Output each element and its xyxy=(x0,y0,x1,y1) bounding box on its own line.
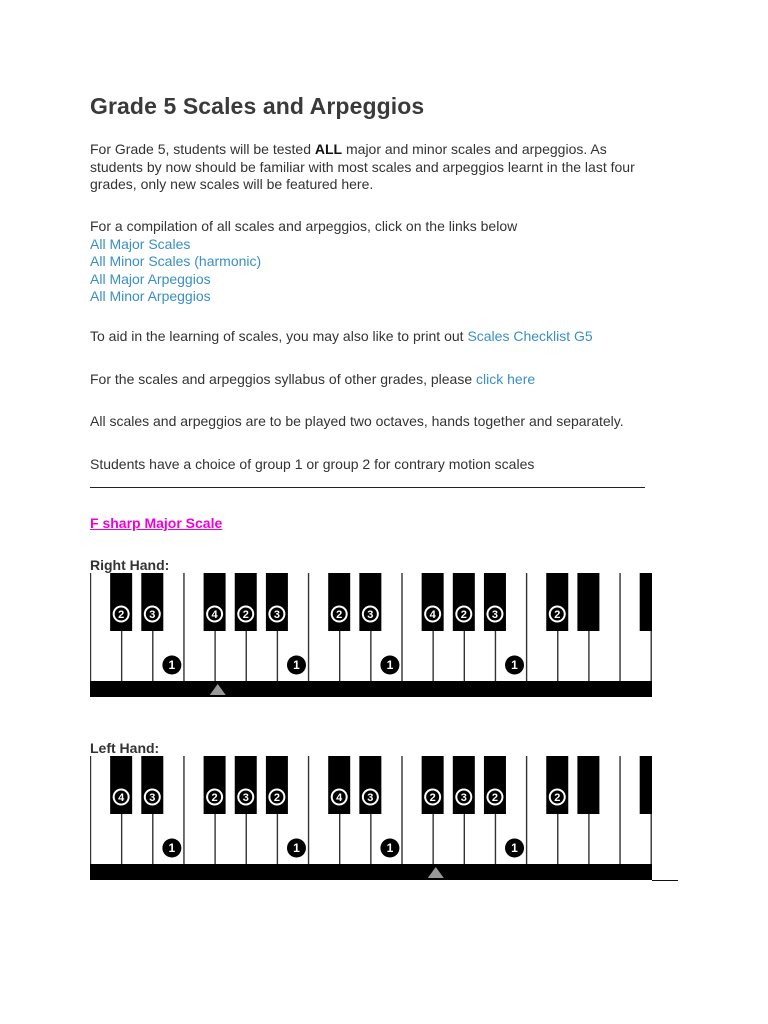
right-hand-finger-number xyxy=(486,606,503,623)
svg-text:2: 2 xyxy=(554,609,561,621)
octaves-paragraph: All scales and arpeggios are to be played two octaves, hands together and separately. xyxy=(90,413,624,429)
right-hand-thumb-finger-number xyxy=(162,656,181,675)
contrary-motion-paragraph: Students have a choice of group 1 or group 2 for contrary motion scales xyxy=(90,456,535,472)
left-hand-label: Left Hand: xyxy=(90,740,160,756)
compilation-paragraph xyxy=(90,218,517,306)
left-hand-finger-number xyxy=(331,789,348,806)
left-hand-thumb-finger-number xyxy=(287,839,306,858)
intro-text-1: For Grade 5, students will be tested xyxy=(90,141,315,157)
left-hand-finger-number xyxy=(144,789,161,806)
right-hand-finger-number xyxy=(144,606,161,623)
syllabus-paragraph xyxy=(90,371,535,389)
link-all-major-scales[interactable]: All Major Scales xyxy=(90,235,191,252)
intro-paragraph xyxy=(90,141,635,194)
link-click-here[interactable]: click here xyxy=(476,371,536,387)
left-hand-black-key xyxy=(577,756,599,814)
left-hand-finger-number xyxy=(206,789,223,806)
left-hand-finger-number xyxy=(237,789,254,806)
svg-text:2: 2 xyxy=(491,792,499,804)
svg-text:3: 3 xyxy=(367,792,374,804)
svg-text:2: 2 xyxy=(242,609,249,621)
intro-bold-all: ALL xyxy=(314,141,343,157)
right-hand-finger-number xyxy=(549,606,566,623)
right-hand-thumb-finger-number xyxy=(380,656,399,675)
svg-text:1: 1 xyxy=(386,841,394,855)
svg-text:1: 1 xyxy=(293,658,300,672)
right-hand-finger-number xyxy=(206,606,223,623)
svg-text:3: 3 xyxy=(149,792,156,804)
left-hand-finger-number xyxy=(486,789,503,806)
link-all-minor-arpeggios[interactable]: All Minor Arpeggios xyxy=(90,288,211,304)
svg-text:4: 4 xyxy=(118,792,125,804)
right-hand-thumb-finger-number xyxy=(287,656,306,675)
svg-text:3: 3 xyxy=(242,792,249,804)
intro-text-2: major and minor scales and arpeggios. As xyxy=(342,141,607,157)
svg-text:2: 2 xyxy=(211,792,218,804)
svg-text:1: 1 xyxy=(168,841,176,855)
syllabus-text: For the scales and arpeggios syllabus of other grades, please xyxy=(90,371,477,387)
svg-text:1: 1 xyxy=(168,658,176,672)
left-hand-thumb-finger-number xyxy=(162,839,181,858)
left-hand-finger-number xyxy=(268,789,285,806)
link-all-minor-scales[interactable]: All Minor Scales (harmonic) xyxy=(90,253,262,269)
right-hand-keyboard-base xyxy=(90,681,652,697)
left-hand-finger-number xyxy=(362,789,379,806)
link-scales-checklist[interactable]: Scales Checklist G5 xyxy=(467,328,593,344)
compilation-text: For a compilation of all scales and arpeggios, click on the links below xyxy=(90,218,518,234)
left-hand-finger-number xyxy=(549,789,566,806)
svg-text:2: 2 xyxy=(118,609,125,621)
intro-text-3: students by now should be familiar with most scales and arpeggios learnt in the last four xyxy=(90,158,635,175)
right-hand-finger-number xyxy=(268,606,285,623)
left-hand-keyboard xyxy=(90,756,652,882)
checklist-text: To aid in the learning of scales, you may also like to print out xyxy=(90,328,468,344)
svg-text:4: 4 xyxy=(429,609,436,621)
left-hand-black-key xyxy=(640,756,652,814)
right-hand-finger-number xyxy=(455,606,472,623)
right-hand-thumb-finger-number xyxy=(505,656,524,675)
svg-text:4: 4 xyxy=(211,609,218,621)
svg-text:3: 3 xyxy=(367,609,374,621)
svg-text:1: 1 xyxy=(511,841,518,855)
link-all-major-arpeggios[interactable]: All Major Arpeggios xyxy=(90,270,211,287)
left-hand-finger-number xyxy=(424,789,441,806)
trailing-line xyxy=(652,880,678,881)
svg-text:2: 2 xyxy=(429,792,436,804)
svg-text:1: 1 xyxy=(293,841,300,855)
svg-text:3: 3 xyxy=(460,792,467,804)
intro-text-4: grades, only new scales will be featured here. xyxy=(90,176,374,192)
right-hand-finger-number xyxy=(362,606,379,623)
left-hand-finger-number xyxy=(113,789,130,806)
left-hand-keyboard-base xyxy=(90,864,652,880)
left-hand-finger-number xyxy=(455,789,472,806)
right-hand-finger-number xyxy=(424,606,441,623)
right-hand-keyboard xyxy=(90,573,652,697)
right-hand-finger-number xyxy=(331,606,348,623)
page-title: Grade 5 Scales and Arpeggios xyxy=(90,93,425,119)
svg-text:2: 2 xyxy=(273,792,280,804)
checklist-paragraph xyxy=(90,328,593,346)
right-hand-finger-number xyxy=(113,606,130,623)
right-hand-finger-number xyxy=(237,606,254,623)
right-hand-label: Right Hand: xyxy=(90,557,170,573)
svg-text:4: 4 xyxy=(336,792,343,804)
svg-text:2: 2 xyxy=(336,609,343,621)
left-hand-thumb-finger-number xyxy=(380,839,399,858)
svg-text:1: 1 xyxy=(386,658,394,672)
right-hand-black-key xyxy=(577,573,599,631)
divider-line xyxy=(90,487,645,488)
left-hand-thumb-finger-number xyxy=(505,839,524,858)
svg-text:3: 3 xyxy=(149,609,156,621)
svg-text:2: 2 xyxy=(554,792,561,804)
svg-text:1: 1 xyxy=(511,658,518,672)
f-sharp-major-scale-heading[interactable]: F sharp Major Scale xyxy=(90,515,223,531)
right-hand-black-key xyxy=(640,573,652,631)
svg-text:3: 3 xyxy=(273,609,280,621)
svg-text:3: 3 xyxy=(491,609,499,621)
svg-text:2: 2 xyxy=(460,609,467,621)
